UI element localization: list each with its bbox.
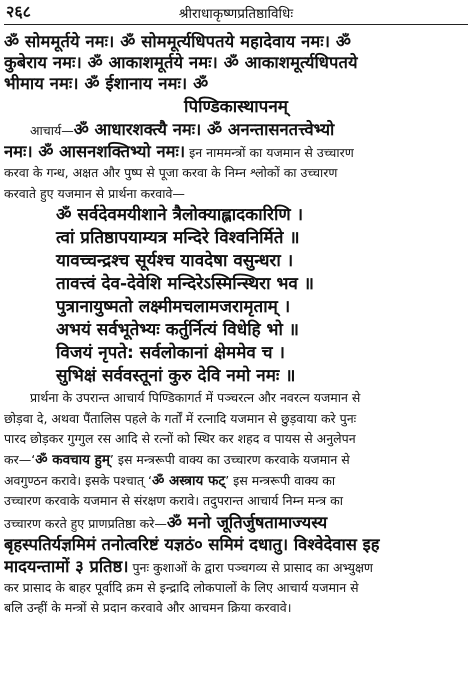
inline-mantra: ॐ कवचाय हुम् xyxy=(35,451,110,468)
verse-line: विजयं नृपते: सर्वलोकानां क्षेममेव च । xyxy=(56,343,285,364)
prose-line xyxy=(4,512,468,534)
page-body xyxy=(4,25,468,619)
prose-line: प्रार्थना के उपरान्त आचार्य पिण्डिकागर्त में पञ्चरत्न और नवरत्न यजमान से xyxy=(30,390,361,406)
mantra-line: कुबेराय नमः। ॐ आकाशमूर्तये नमः। ॐ आकाशमूर्त्यधिपतये xyxy=(4,53,358,72)
prose-text: कर—‘ xyxy=(4,451,36,467)
verse-line: यावच्चन्द्रश्च सूर्यश्च यावदेषा वसुन्धरा । xyxy=(56,251,294,272)
acharya-text: इन नाममन्त्रों का यजमान से उच्चारण xyxy=(185,145,354,160)
prose-line: बलि उन्हीं के मन्त्रों से प्रदान करवावे और आचमन क्रिया करवावे। xyxy=(4,600,292,616)
prose-line: छोड़वा दे, अथवा पैंतालिस पहले के गर्तों में रत्नादि यजमान से छुड़वाया करे पुनः xyxy=(4,410,357,426)
prose-text: पुनः कुशाओं के द्वारा पञ्चगव्य से प्रासाद का अभ्युक्षण xyxy=(128,559,373,575)
prose-line xyxy=(4,450,468,471)
verse-line: तावत्त्वं देव-देवेशि मन्दिरेऽस्मिन्स्थिरा भव ॥ xyxy=(56,274,314,295)
acharya-label: आचार्य— xyxy=(30,123,74,138)
prose-line: कर प्रासाद के बाहर पूर्वादि क्रम से इन्द्रादि लोकपालों के लिए आचार्य यजमान से xyxy=(4,579,359,595)
inline-mantra: ॐ अस्त्राय फट् xyxy=(151,472,226,489)
acharya-line-3: करवा के गन्ध, अक्षत और पुष्प से पूजा करवा के निम्न श्लोकों का उच्चारण xyxy=(4,165,338,180)
acharya-line-1 xyxy=(4,119,468,141)
inline-mantra: मादयन्तामों ३ प्रतिष्ठ। xyxy=(4,556,129,576)
verse-line: त्वां प्रतिष्ठापयाम्यत्र मन्दिरे विश्वनिर्मिते ॥ xyxy=(56,228,300,249)
verse-line: सुभिक्षं सर्ववस्तूनां कुरु देवि नमो नमः ॥ xyxy=(56,366,296,387)
verse-line: अभयं सर्वभूतेभ्यः कर्तुर्नित्यं विधेहि भो ॥ xyxy=(56,320,299,341)
acharya-line-2 xyxy=(4,141,468,163)
mantra-line: भीमाय नमः। ॐ ईशानाय नमः। ॐ xyxy=(4,74,209,93)
prose-line: उच्चारण करवाके यजमान से संरक्षण करावे। तदुपरान्त आचार्य निम्न मन्त्र का xyxy=(4,493,343,509)
mantra-line: बृहस्पतिर्यज्ञमिमं तनोत्वरिष्टं यज्ञठं० समिमं दधातु। विश्वेदेवास इह xyxy=(4,534,380,554)
page-number: २६८ xyxy=(6,2,31,21)
running-title: श्रीराधाकृष्णप्रतिष्ठाविधिः xyxy=(178,6,294,22)
verse-line: ॐ सर्वदेवमयीशाने त्रैलोक्याह्लादकारिणि । xyxy=(56,205,304,226)
acharya-line-4: करवाते हुए यजमान से प्रार्थना करवावे— xyxy=(4,185,185,201)
acharya-mantra: नमः। ॐ आसनशक्तिभ्यो नमः। xyxy=(4,142,186,161)
page-header xyxy=(4,0,468,25)
inline-mantra: ॐ मनो जूतिर्जुषतामाज्यस्य xyxy=(166,512,328,532)
prose-text: ’ इस मन्त्ररूपी वाक्य का उच्चारण करवाके यजमान से xyxy=(109,451,350,467)
prose-line xyxy=(4,471,468,492)
mantra-line: ॐ सोममूर्तये नमः। ॐ सोममूर्त्यधिपतये महादेवाय नमः। ॐ xyxy=(4,32,352,51)
verse-line: पुत्रानायुष्मतो लक्ष्मीमचलामजरामृताम् । xyxy=(56,297,291,318)
prose-text: अवगुण्ठन करावे। इसके पश्चात् ‘ xyxy=(4,472,152,488)
prose-line xyxy=(4,556,468,578)
prose-text: ’ इस मन्त्ररूपी वाक्य का xyxy=(225,472,336,488)
section-heading: पिण्डिकास्थापनम् xyxy=(184,97,288,117)
acharya-mantra: ॐ आधारशक्त्यै नमः। ॐ अनन्तासनतत्त्वेभ्यो xyxy=(73,120,335,139)
prose-text: उच्चारण करते हुए प्राणप्रतिष्ठा करे— xyxy=(4,515,167,531)
prose-line: पारद छोड़कर गुग्गुल रस आदि से रत्नों को स्थिर कर शहद व पायस से अनुलेपन xyxy=(4,431,356,447)
